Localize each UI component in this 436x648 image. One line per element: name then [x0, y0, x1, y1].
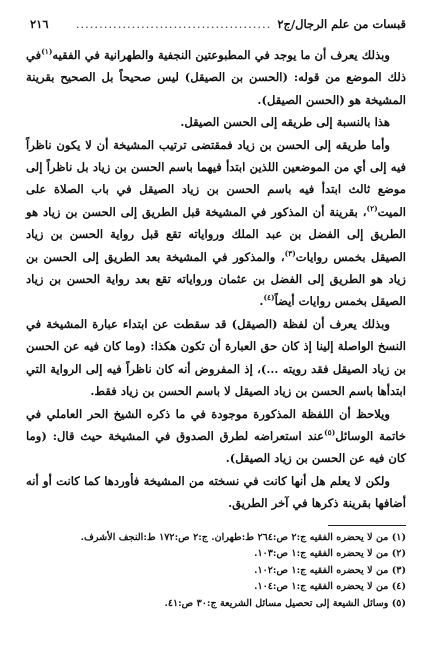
footnote-marker-1: (١) [41, 47, 53, 57]
paragraph-1: وبذلك يعرف أن ما يوجد في المطبوعتين النجفية والطهرانية في الفقيه$^{(١)}$في ذلك الموضع من قوله: (الحسن بن الصيقل) ليس صحيحاً بل الصحيح بقرينة المشيخة هو (الحسن الصيقل). [26, 47, 406, 107]
footnote: (٤) من لا يحضره الفقيه ج:١ ص:١٠٤. [254, 581, 406, 593]
footnote-marker-5: (٥) [324, 428, 336, 438]
footnote-separator [328, 525, 406, 526]
footnote-marker-3: (٣) [284, 248, 296, 258]
footnote-marker-2: (٢) [366, 203, 378, 213]
footnote: (١) من لا يحضره الفقيه ج:٢ ص:٢٦٤ ط:طهران. ج:٢ ص:١٧٢ ط:النجف الأشرف. [80, 532, 406, 543]
footnotes [26, 530, 406, 612]
paragraph-4: وبذلك يعرف أن لفظة (الصيقل) قد سقطت عن ابتداء عبارة المشيخة في النسخ الواصلة إلينا إذ كان حق العبارة أن تكون هكذا: (وما كان فيه عن الحسن بن زياد الصيقل فقد رويته ...)، إذ المفروض أنه كان ناظراً فيه إلى الرواية التي ابتدأها باسم الحسن بن زياد الصيقل لا باسم الحسن بن زياد فقط. [26, 316, 406, 399]
footnote: (٥) وسائل الشيعة إلى تحصيل مسائل الشريعة ج:٣٠ ص:٤١. [164, 597, 406, 609]
page-number: ٢١٦ [30, 17, 49, 31]
paragraph-2: هذا بالنسبة إلى طريقه إلى الحسن الصيقل. [180, 115, 390, 130]
running-header [30, 13, 406, 35]
paragraph-3: وأما طريقه إلى الحسن بن زياد فمقتضى ترتيب المشيخة أن لا يكون ناظراً فيه إلى أي من الموضعين اللذين ابتدأ فيهما باسم الحسن بن زياد بل ناظراً إلى موضع ثالث ابتدأ فيه باسم الحسن بن زياد الصيقل في باب الصلاة على الميت$^{(٢)}$، بقرينة أن المذكور في المشيخة قبل الطريق إلى الحسن بن زياد هو الطريق إلى الفضل بن عبد الملك ورواياته تقع قبل رواية الحسن بن زياد الصيقل بخمس روايات$^{(٣)}$، والمذكور في المشيخة بعد الطريق إلى الحسن بن زياد هو الطريق إلى الفضل بن عثمان ورواياته تقع بعد رواية الحسن بن زياد الصيقل بخمس روايات أيضاً$^{(٤)}$. [26, 137, 407, 309]
header-title: قبسات من علم الرجال/ج٢ [277, 17, 406, 31]
footnote-marker-4: (٤) [263, 293, 275, 303]
main-text [26, 44, 406, 515]
paragraph-5: ويلاحظ أن اللفظة المذكورة موجودة في ما ذكره الشيخ الحر العاملي في خاتمة الوسائل$^{(٥)}$عند استعراضه لطرق الصدوق في المشيخة حيث قال: (وما كان فيه عن الحسن بن زياد الصيقل). [26, 406, 406, 466]
footnote: (٣) من لا يحضره الفقيه ج:١ ص:١٠٢. [254, 564, 406, 576]
paragraph-6: ولكن لا يعلم هل أنها كانت في نسخته من المشيخة فأوردها كما كانت أو أنه أضافها بقرينة ذكرها في آخر الطريق. [26, 473, 406, 511]
footnote: (٢) من لا يحضره الفقيه ج:١ ص:١٠٣. [254, 548, 406, 560]
header-dots: .......................................... [75, 17, 272, 31]
